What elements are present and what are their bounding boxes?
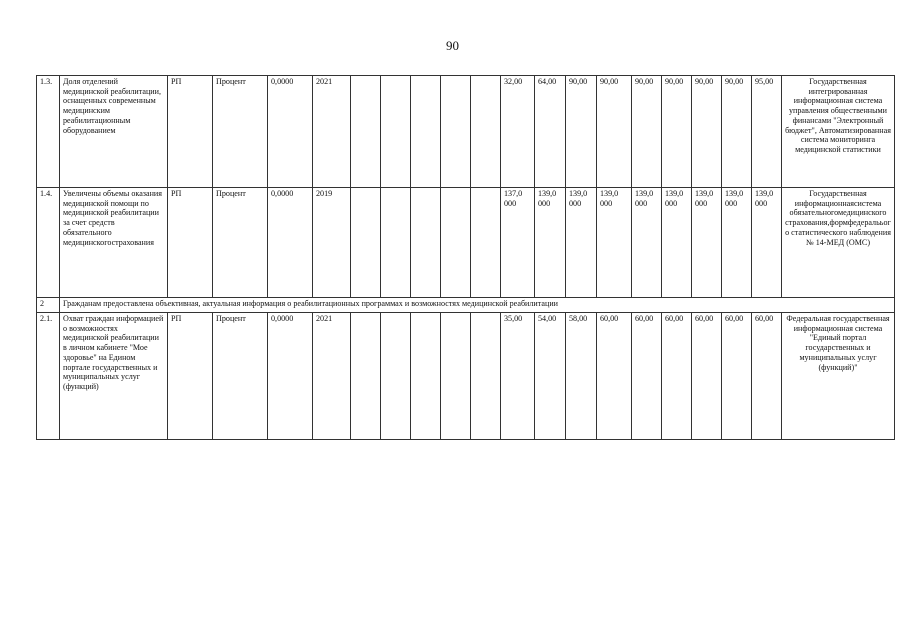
empty-cell [471, 313, 501, 440]
empty-cell [381, 313, 411, 440]
year-value: 60,00 [662, 313, 692, 440]
empty-cell [351, 313, 381, 440]
empty-cell [471, 188, 501, 298]
table-row [37, 76, 895, 188]
indicator-name: Доля отделений медицинской реабилитации, оснащенных современным медицинским реабилитационным оборудованием [60, 76, 168, 188]
year-value: 90,00 [722, 76, 752, 188]
base-year: 2019 [313, 188, 351, 298]
year-value: 58,00 [566, 313, 597, 440]
year-value: 35,00 [501, 313, 535, 440]
year-value: 54,00 [535, 313, 566, 440]
unit: Процент [213, 313, 268, 440]
year-value: 64,00 [535, 76, 566, 188]
empty-cell [441, 313, 471, 440]
empty-cell [471, 76, 501, 188]
empty-cell [351, 76, 381, 188]
empty-cell [441, 76, 471, 188]
year-value: 139,0 000 [692, 188, 722, 298]
empty-cell [411, 76, 441, 188]
year-value: 90,00 [632, 76, 662, 188]
empty-cell [411, 313, 441, 440]
indicator-level: РП [168, 76, 213, 188]
base-value: 0,0000 [268, 188, 313, 298]
base-value: 0,0000 [268, 313, 313, 440]
year-value: 139,0 000 [662, 188, 692, 298]
year-value: 139,0 000 [752, 188, 782, 298]
year-value: 60,00 [597, 313, 632, 440]
section-number: 2 [37, 298, 60, 313]
data-source: Государственная интегрированная информационная система управления общественными финансами "Электронный бюджет", Автоматизированная система мониторинга медицинской статистики [782, 76, 895, 188]
data-source: Государственная информационнаясистема обязательногомедицинского страхования,формфедеральього статистического наблюдения № 14-МЕД (ОМС) [782, 188, 895, 298]
year-value: 139,0 000 [722, 188, 752, 298]
data-source: Федеральная государственная информационная система "Единый портал государственных и муниципальных услуг (функций)" [782, 313, 895, 440]
year-value: 139,0 000 [632, 188, 662, 298]
base-value: 0,0000 [268, 76, 313, 188]
table-row [37, 313, 895, 440]
unit: Процент [213, 76, 268, 188]
year-value: 60,00 [722, 313, 752, 440]
unit: Процент [213, 188, 268, 298]
indicator-name: Охват граждан информацией о возможностях медицинской реабилитации в личном кабинете "Мое здоровье" на Едином портале государственных и муниципальных услуг (функций) [60, 313, 168, 440]
base-year: 2021 [313, 76, 351, 188]
indicators-table [36, 75, 895, 440]
year-value: 137,0 000 [501, 188, 535, 298]
base-year: 2021 [313, 313, 351, 440]
empty-cell [381, 188, 411, 298]
year-value: 139,0 000 [597, 188, 632, 298]
year-value: 32,00 [501, 76, 535, 188]
indicator-name: Увеличены объемы оказания медицинской помощи по медицинской реабилитации за счет средств обязательного медицинскогострахования [60, 188, 168, 298]
year-value: 90,00 [662, 76, 692, 188]
year-value: 139,0 000 [566, 188, 597, 298]
year-value: 90,00 [597, 76, 632, 188]
empty-cell [381, 76, 411, 188]
year-value: 60,00 [692, 313, 722, 440]
row-number: 2.1. [37, 313, 60, 440]
year-value: 60,00 [632, 313, 662, 440]
empty-cell [441, 188, 471, 298]
row-number: 1.4. [37, 188, 60, 298]
empty-cell [411, 188, 441, 298]
section-title: Гражданам предоставлена объективная, актуальная информация о реабилитационных программах и возможностях медицинской реабилитации [60, 298, 895, 313]
row-number: 1.3. [37, 76, 60, 188]
page-number: 90 [446, 38, 459, 53]
year-value: 90,00 [566, 76, 597, 188]
year-value: 139,0 000 [535, 188, 566, 298]
section-row [37, 298, 895, 313]
year-value: 60,00 [752, 313, 782, 440]
table-row [37, 188, 895, 298]
year-value: 90,00 [692, 76, 722, 188]
indicator-level: РП [168, 313, 213, 440]
year-value: 95,00 [752, 76, 782, 188]
indicator-level: РП [168, 188, 213, 298]
empty-cell [351, 188, 381, 298]
